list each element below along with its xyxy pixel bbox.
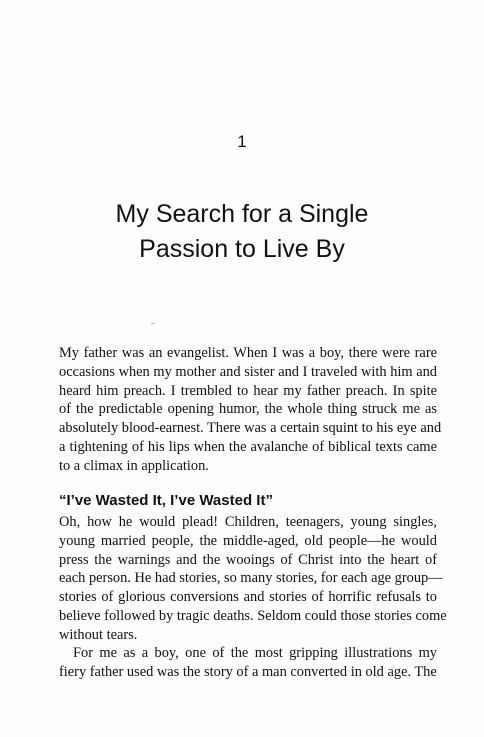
text-line: heard him preach. I trembled to hear my father preach. In spite: [59, 382, 437, 399]
text-line: without tears.: [59, 626, 138, 643]
text-line: a tightening of his lips when the avalanche of biblical texts came: [59, 438, 437, 455]
text-line: to a climax in application.: [59, 457, 209, 474]
text-line: young married people, the middle-aged, old people—he would: [59, 532, 437, 549]
text-line: My father was an evangelist. When I was a boy, there were rare: [59, 345, 437, 361]
text-line: absolutely blood-earnest. There was a certain squint to his eye and: [59, 420, 442, 436]
chapter-title-line: My Search for a Single: [115, 200, 369, 228]
chapter-title-line: Passion to Live By: [139, 235, 345, 263]
print-speck: [151, 323, 155, 324]
text-line: of the predictable opening humor, the whole thing struck me as: [59, 401, 437, 418]
section-heading: “I’ve Wasted It, I’ve Wasted It”: [59, 492, 273, 509]
text-line: fiery father used was the story of a man converted in old age. The: [59, 664, 437, 680]
text-line: occasions when my mother and sister and I traveled with him and: [59, 363, 437, 380]
paragraph-1: [59, 344, 442, 475]
chapter-number: 1: [237, 132, 247, 151]
paragraph-2: [59, 513, 447, 682]
text-line: stories of glorious conversions and stories of horrific refusals to: [59, 589, 437, 605]
text-line: each person. He had stories, so many stories, for each age group—: [59, 570, 443, 587]
text-line: Oh, how he would plead! Children, teenagers, young singles,: [59, 514, 437, 530]
text-line: For me as a boy, one of the most gripping illustrations my: [73, 645, 437, 662]
chapter-title: [40, 197, 444, 267]
text-line: press the warnings and the wooings of Christ into the heart of: [59, 551, 437, 568]
text-line: believe followed by tragic deaths. Seldom could those stories come: [59, 607, 447, 624]
